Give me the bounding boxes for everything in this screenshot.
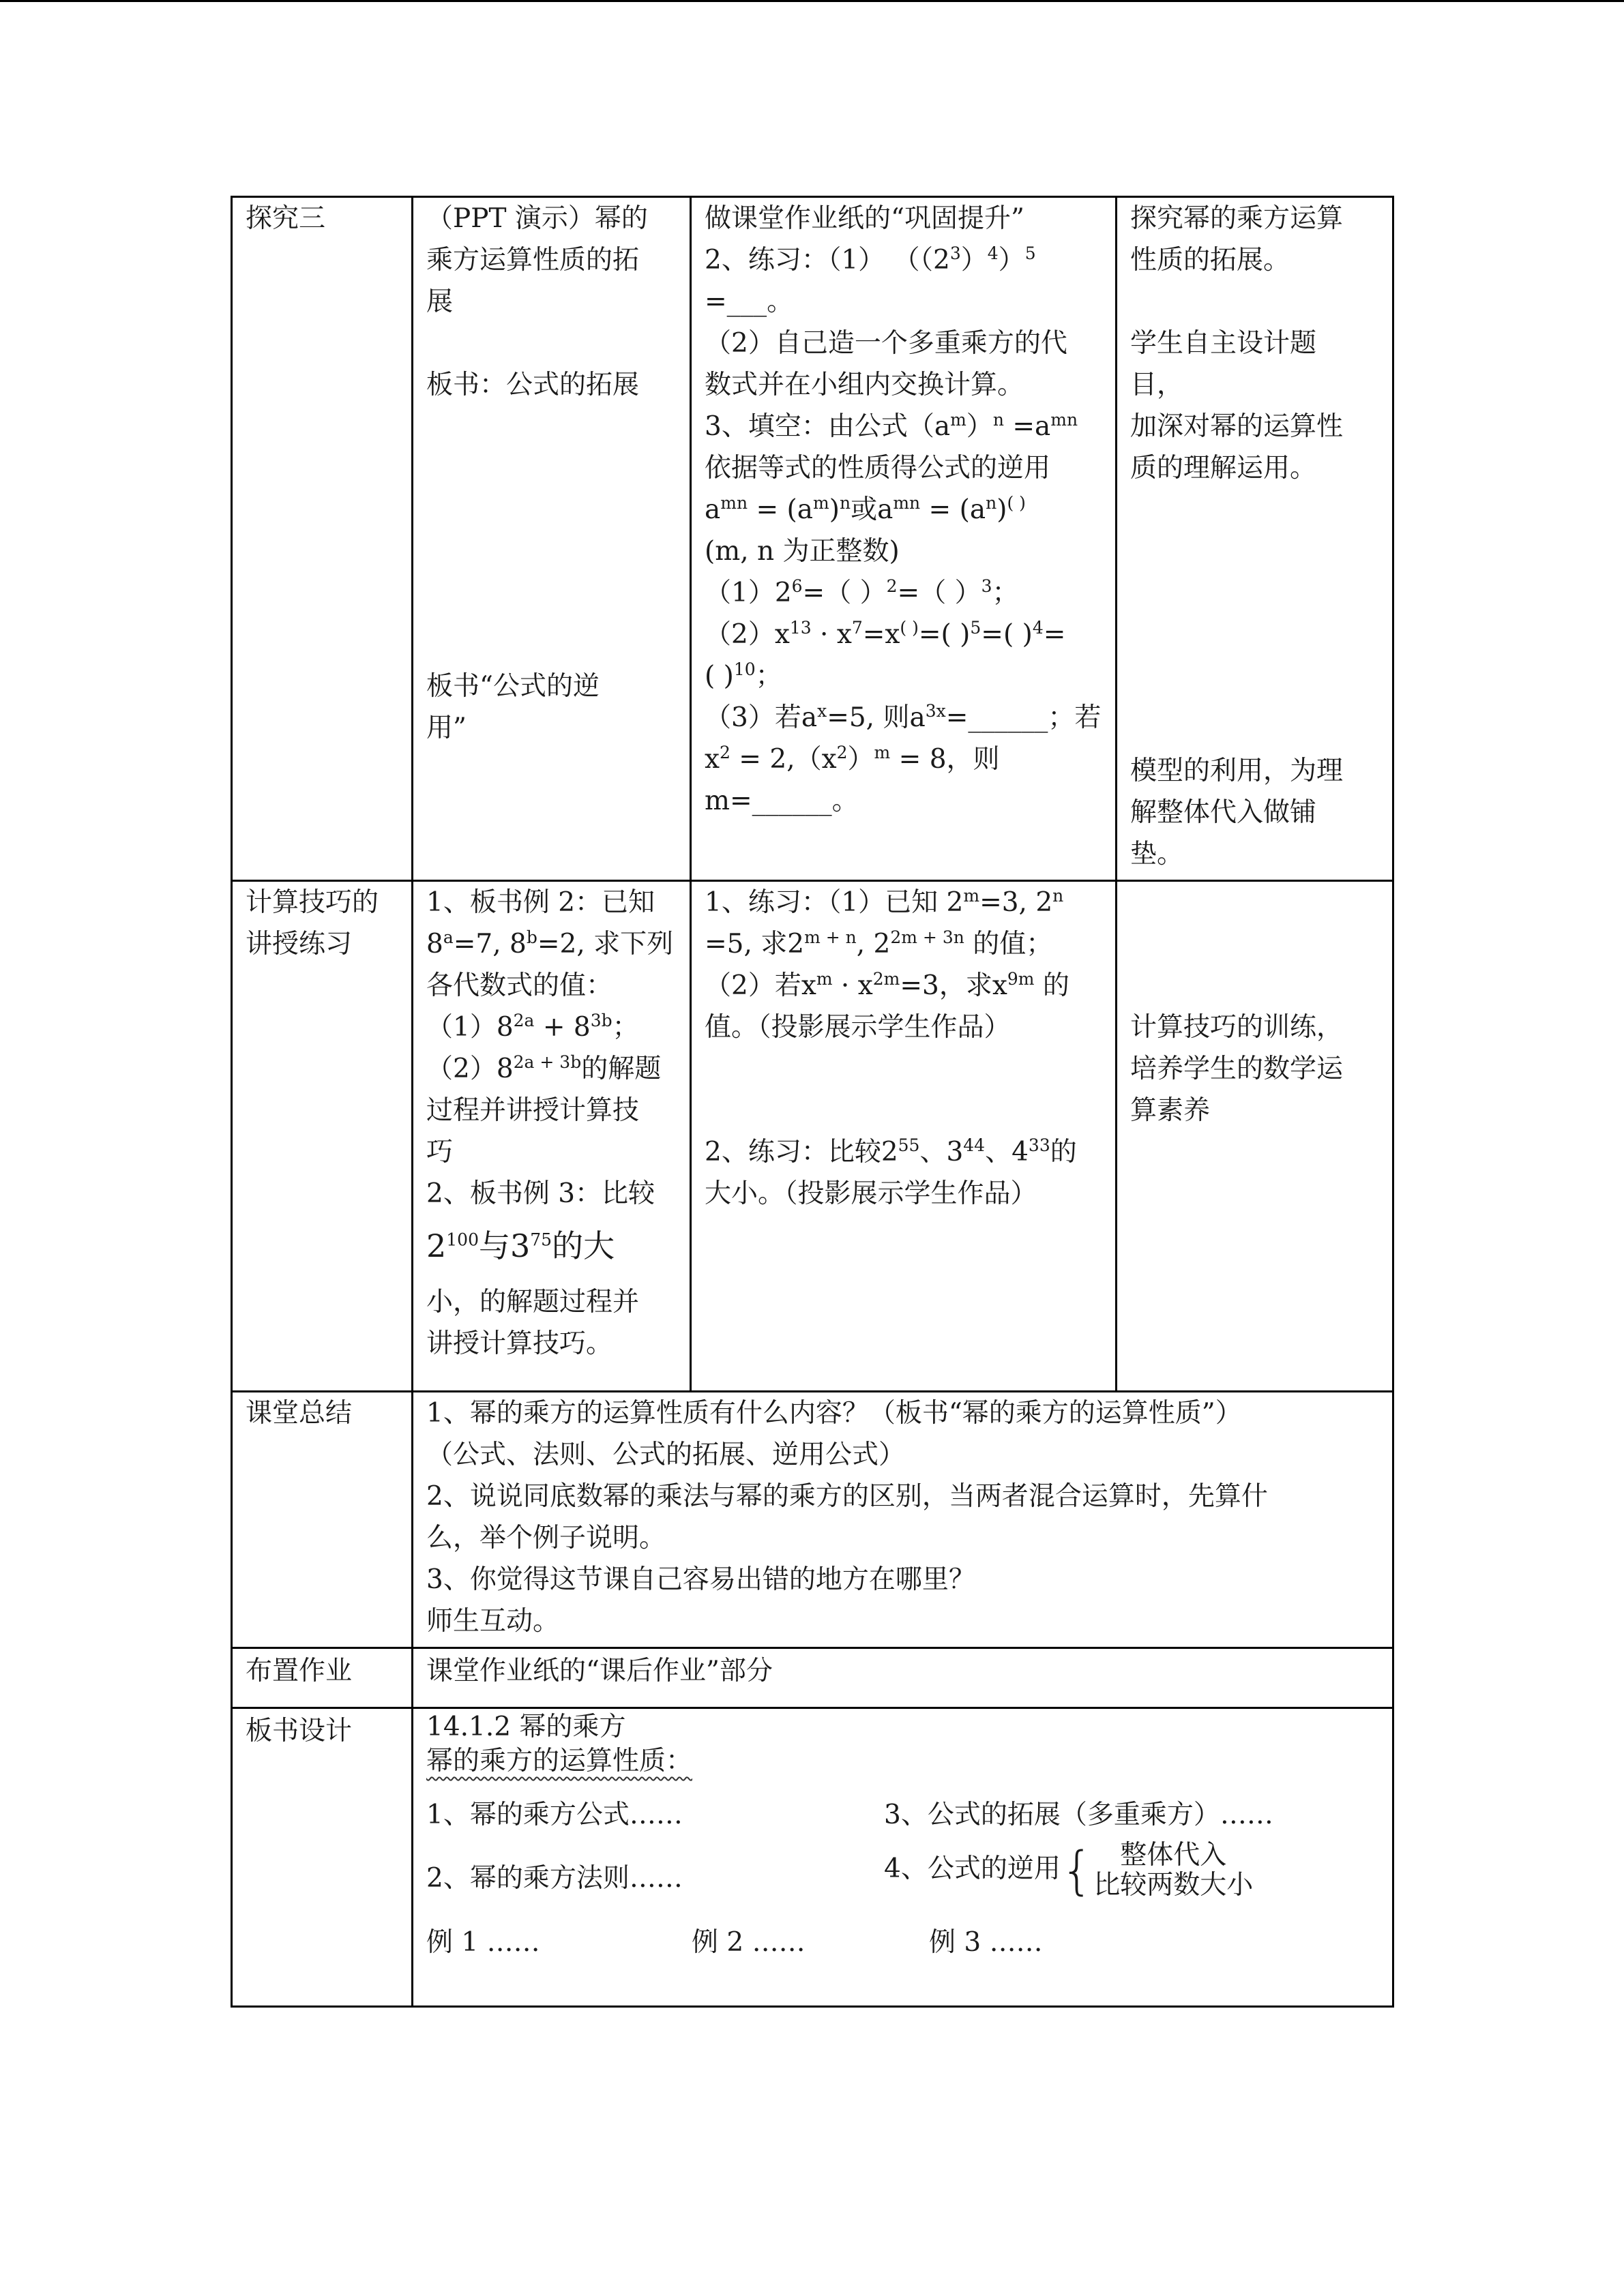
intent-line: 模型的利用，为理	[1130, 756, 1344, 786]
col-divider-1	[411, 196, 413, 2008]
teacher-line: 各代数式的值：	[426, 970, 613, 1001]
student-line: 3、填空：由公式$(a^m)^n =a^{mn}$	[705, 410, 1078, 442]
student-line: m=______。	[705, 786, 859, 816]
board-example-text: 例 3 ……	[929, 1927, 1043, 1958]
teacher-line: 板书“公式的逆	[426, 671, 600, 702]
summary-line: 么，举个例子说明。	[426, 1523, 666, 1553]
summary-line: （公式、法则、公式的拓展、逆用公式）	[426, 1440, 906, 1470]
branch-text: 整体代入	[1120, 1840, 1227, 1870]
board-item-text: 2、幂的乘方法则……	[426, 1863, 683, 1894]
board-example-text: 例 1 ……	[426, 1927, 540, 1958]
teacher-line: 巧	[426, 1137, 454, 1167]
explore3-student-cell	[705, 198, 1101, 822]
board-item-text: 1、幂的乘方公式……	[426, 1800, 683, 1830]
section-label-explore3	[246, 198, 325, 239]
board-item-3	[884, 1794, 1273, 1836]
intent-line: 学生自主设计题	[1130, 328, 1317, 359]
teacher-line: 2、板书例 3：比较	[426, 1178, 655, 1209]
explore3-teacher-cell	[426, 198, 648, 406]
student-line: 1、练习：（1）已知 $2^m=3$, 2$^n$	[705, 886, 1064, 918]
board-title-block	[426, 1710, 692, 1778]
teacher-line: 乘方运算性质的拓	[426, 245, 640, 275]
table-border-right	[1392, 196, 1394, 2008]
teacher-line: $(1)8^{2a} + 8^{3b}$；	[426, 1011, 639, 1043]
intent-line: 质的理解运用。	[1130, 453, 1317, 483]
student-line: 做课堂作业纸的“巩固提升”	[705, 203, 1024, 234]
board-title: 14.1.2 幂的乘方	[426, 1712, 626, 1742]
board-example-3	[929, 1922, 1043, 1963]
student-line: $x^2 = 2,(x^2)^m = 8$，则	[705, 743, 1000, 775]
skills-teacher-cell	[426, 882, 673, 1365]
teacher-line: 过程并讲授计算技	[426, 1095, 640, 1126]
table-border-left	[231, 196, 233, 2008]
teacher-line: $(2)8^{2a + 3b}$的解题	[426, 1052, 662, 1084]
teacher-line: 讲授计算技巧。	[426, 1328, 613, 1359]
student-line: （2）若$x^m \cdot x^{2m}=3$，求$x^{9m}$ 的	[705, 969, 1069, 1001]
teacher-line: （PPT 演示）幂的	[426, 203, 648, 234]
summary-line: 1、幂的乘方的运算性质有什么内容？（板书“幂的乘方的运算性质”）	[426, 1398, 1242, 1429]
col-divider-2	[690, 196, 692, 1392]
summary-line: 3、你觉得这节课自己容易出错的地方在哪里？	[426, 1564, 975, 1595]
board-item-4-branches	[1093, 1840, 1253, 1900]
section-label: 探究三	[246, 203, 326, 234]
board-item-4	[884, 1840, 1253, 1900]
student-line: ( )$^{10}$；	[705, 659, 782, 691]
intent-line: 目，	[1130, 370, 1184, 400]
board-subtitle: 幂的乘方的运算性质：	[426, 1746, 693, 1776]
col-divider-3	[1115, 196, 1117, 1392]
intent-line: 计算技巧的训练，	[1130, 1012, 1344, 1043]
board-item-text	[884, 1840, 1253, 1900]
section-label: 课堂总结	[246, 1398, 353, 1429]
explore3-teacher-cell-2	[426, 666, 600, 749]
row-divider-4	[231, 1707, 1394, 1709]
teacher-line: $8^a=7$, $8^b=2$, 求下列	[426, 927, 674, 959]
student-line: 值。（投影展示学生作品）	[705, 1012, 1011, 1043]
student-line: $a^{mn} = (a^m)^n$或$a^{mn} = (a^n)^{( )}$	[705, 493, 1026, 525]
explore3-intent-cell-2	[1130, 750, 1343, 875]
student-line: 2、练习：（1） $((2^3)^4)^5$	[705, 243, 1036, 275]
skills-intent-cell	[1130, 1007, 1343, 1131]
student-line: 大小。（投影展示学生作品）	[705, 1178, 1037, 1209]
teacher-line: 展	[426, 286, 454, 317]
section-label: 讲授练习	[246, 929, 353, 959]
explore3-intent-cell	[1130, 198, 1343, 489]
board-item-text: 3、公式的拓展（多重乘方）……	[884, 1800, 1273, 1830]
table-border-bottom	[231, 2006, 1394, 2008]
intent-line: 垫。	[1130, 839, 1184, 869]
section-label-summary	[246, 1392, 352, 1434]
board-item-1	[426, 1794, 683, 1836]
section-label-board	[246, 1710, 352, 1752]
summary-cell	[426, 1392, 1268, 1642]
student-line: （2）自己造一个多重乘方的代	[705, 328, 1067, 359]
student-line: $(1)2^6=$（ ）$^2$=（ ）$^3$；	[705, 576, 1019, 608]
student-line: 2、练习：比较$2^{55}$、$3^{44}$、$4^{33}$的	[705, 1135, 1077, 1167]
branch-text: 比较两数大小	[1093, 1870, 1254, 1900]
student-line: （3）若$a^x=5$, 则$a^{3x}=\_\_\_\_\_\_$；若	[705, 701, 1102, 733]
row-divider-3	[231, 1647, 1394, 1649]
section-label: 板书设计	[246, 1716, 353, 1746]
teacher-line: 小，的解题过程并	[426, 1287, 640, 1317]
homework-cell	[426, 1650, 773, 1692]
skills-student-cell	[705, 882, 1077, 1214]
student-line: 数式并在小组内交换计算。	[705, 370, 1024, 400]
homework-text: 课堂作业纸的“课后作业”部分	[426, 1656, 773, 1686]
teacher-line: 用”	[426, 713, 467, 743]
intent-line: 培养学生的数学运	[1130, 1054, 1344, 1084]
intent-line: 解整体代入做铺	[1130, 797, 1317, 828]
board-example-2	[692, 1922, 806, 1963]
student-line: =5, 求$2^{m + n}$, $2^{2m + 3n}$ 的值；	[705, 927, 1053, 959]
intent-line: 算素养	[1130, 1095, 1211, 1126]
board-item-2	[426, 1858, 683, 1899]
intent-line: 性质的拓展。	[1130, 245, 1290, 275]
section-label-homework	[246, 1650, 352, 1692]
section-label: 计算技巧的	[246, 887, 379, 918]
teacher-line: 板书：公式的拓展	[426, 370, 640, 400]
intent-line: 探究幂的乘方运算	[1130, 203, 1344, 234]
board-example-text: 例 2 ……	[692, 1927, 806, 1958]
student-line: (m, n 为正整数)	[705, 536, 900, 567]
section-label: 布置作业	[246, 1656, 353, 1686]
student-line: $(2)x^{13} \cdot x^7=x^{( )}=$( )$^5$=( )$^4$=	[705, 618, 1066, 650]
summary-line: 师生互动。	[426, 1606, 560, 1637]
board-example-1	[426, 1922, 540, 1963]
student-line: =___。	[705, 286, 794, 317]
left-brace-icon: {	[1060, 1840, 1094, 1900]
intent-line: 加深对幂的运算性	[1130, 411, 1344, 442]
teacher-line: $2^{100}$与$3^{75}$的大	[426, 1227, 615, 1264]
student-line: 依据等式的性质得公式的逆用	[705, 453, 1051, 483]
teacher-line: 1、板书例 2：已知	[426, 887, 655, 918]
board-item-4-label: 4、公式的逆用	[884, 1853, 1061, 1884]
summary-line: 2、说说同底数幂的乘法与幂的乘方的区别，当两者混合运算时，先算什	[426, 1481, 1268, 1512]
section-label-skills	[246, 882, 379, 965]
